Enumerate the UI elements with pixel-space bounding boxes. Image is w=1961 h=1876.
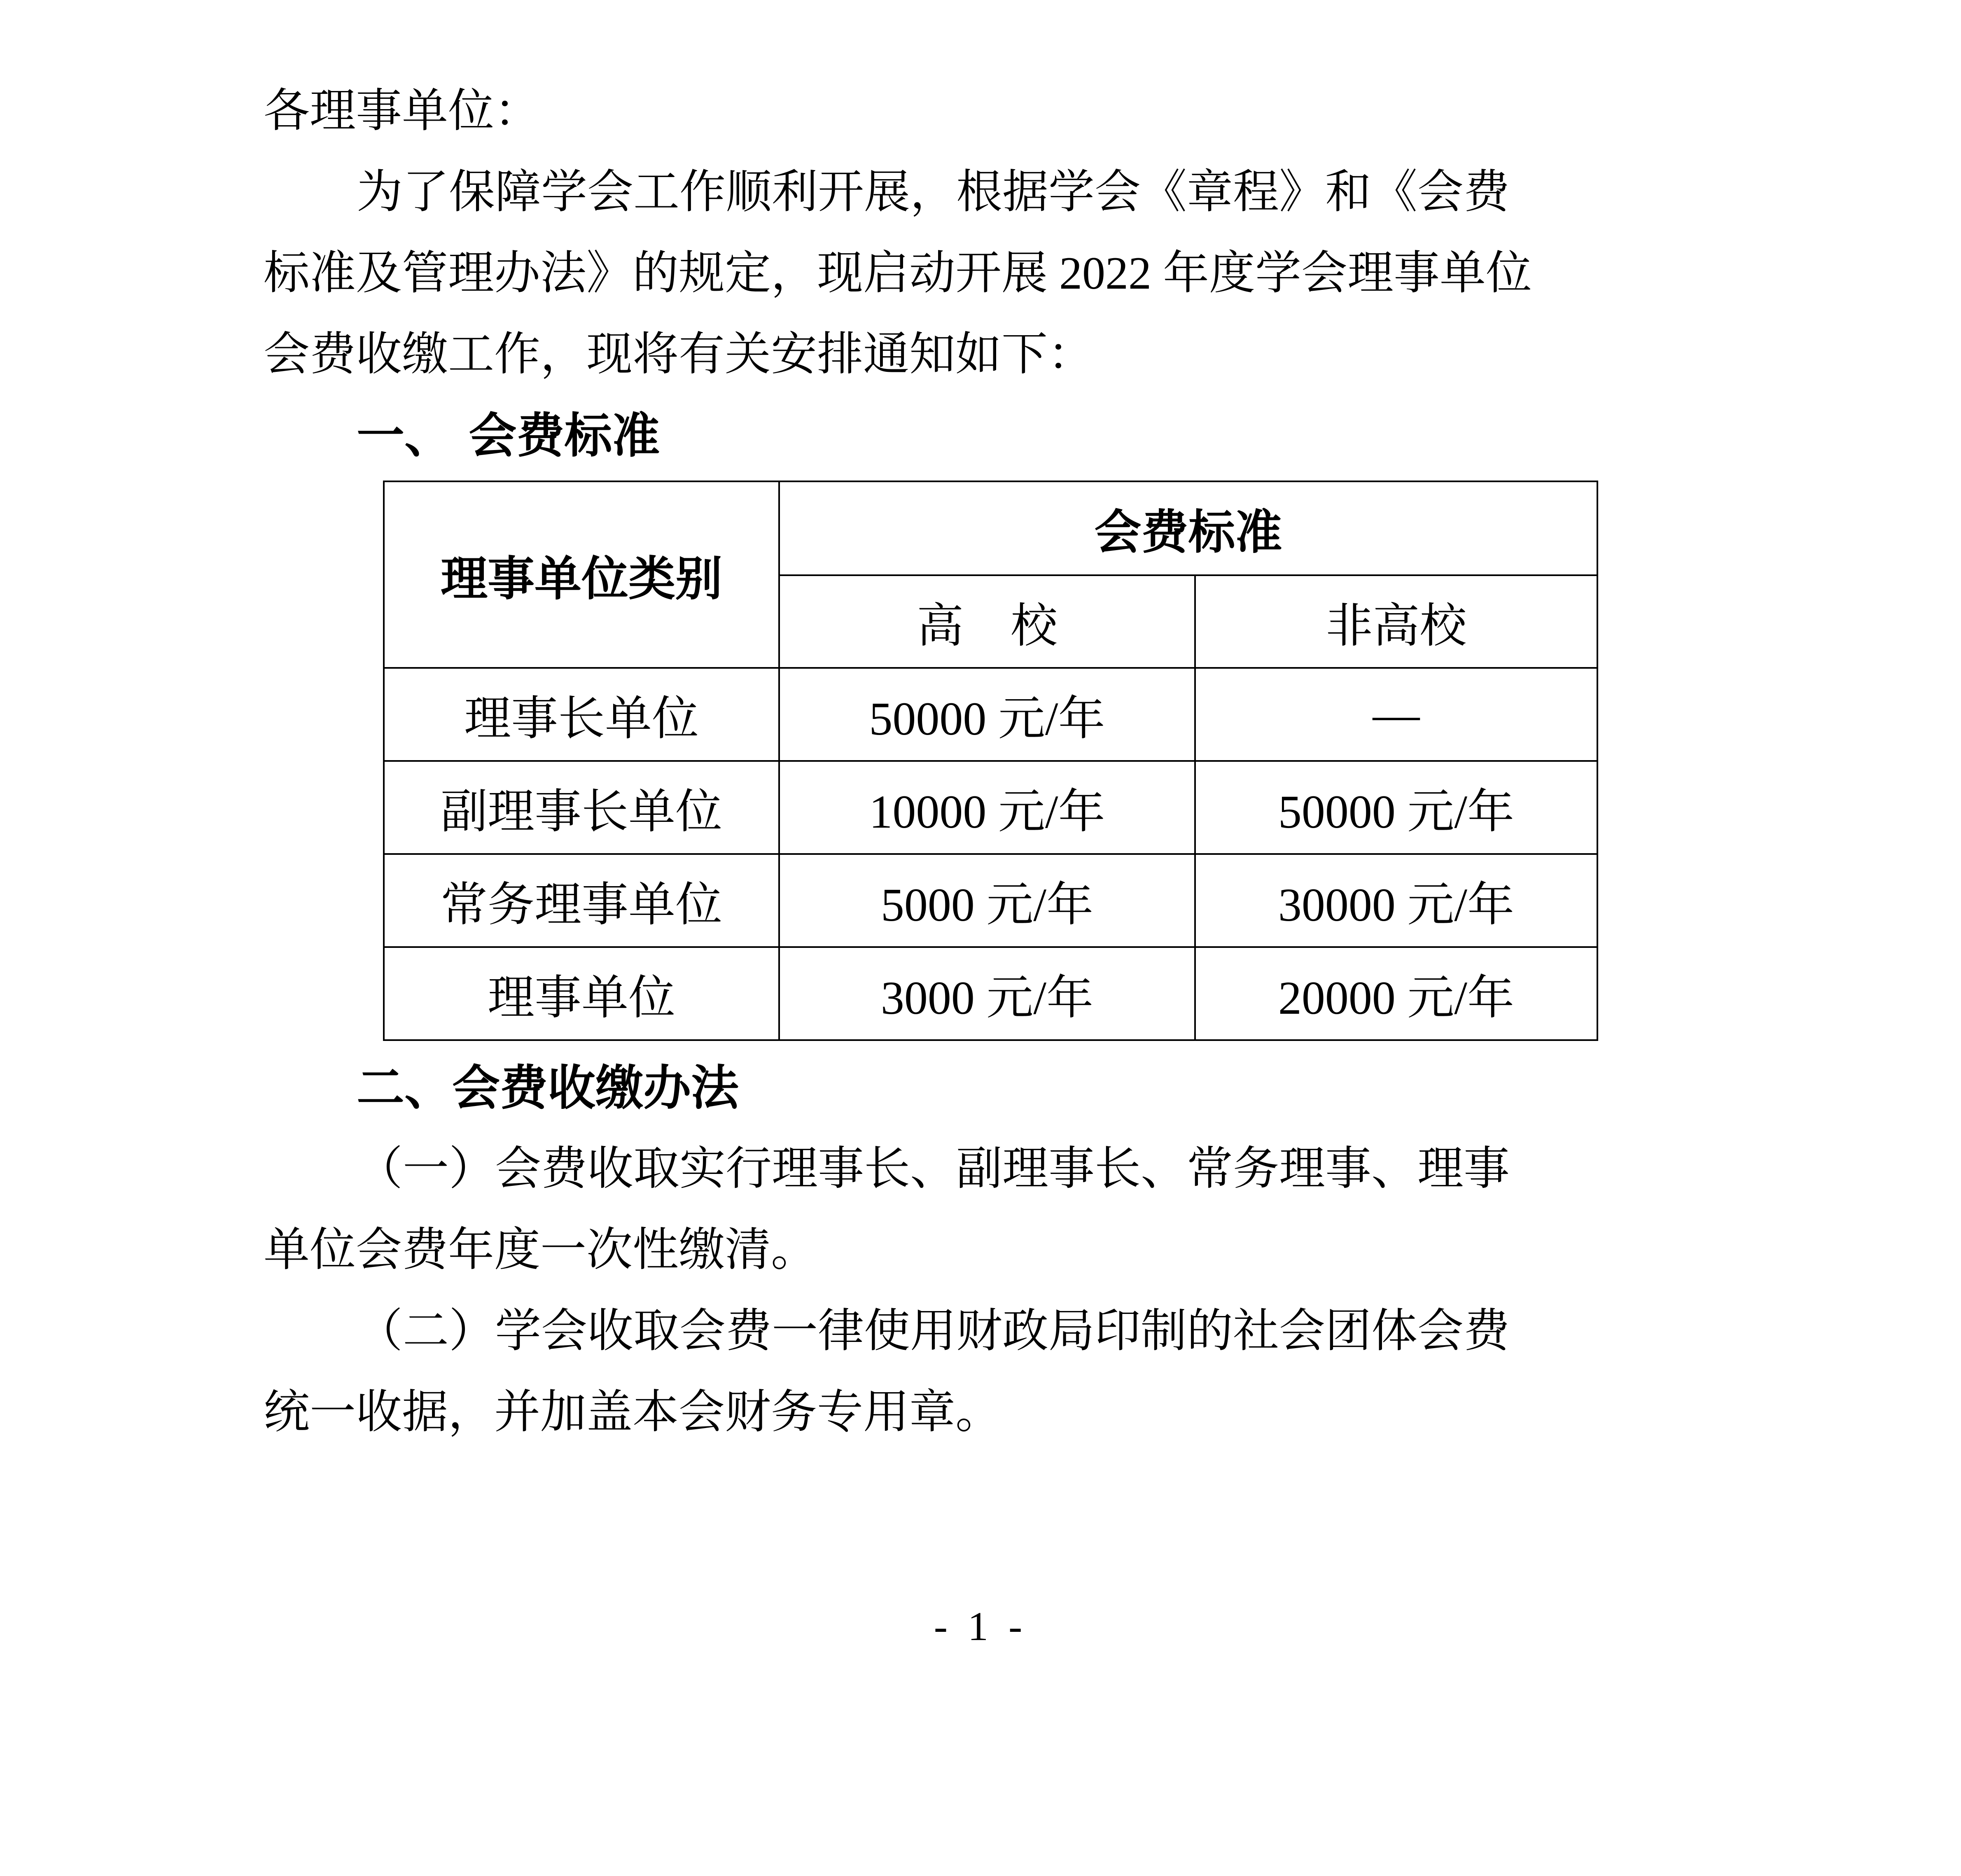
header-cell-category: 理事单位类别 [384, 481, 779, 668]
section1-heading: 一、 会费标准 [357, 408, 660, 464]
header-cell-fee-standard: 会费标准 [779, 481, 1597, 575]
cell-category: 理事长单位 [384, 668, 779, 761]
table-row [384, 854, 1597, 947]
table-header-row-1 [384, 481, 1597, 575]
para1-line-2: 单位会费年度一次性缴清。 [264, 1225, 817, 1276]
table-row [384, 761, 1597, 854]
salutation: 各理事单位： [264, 86, 540, 137]
intro-line-2: 标准及管理办法》的规定，现启动开展 2022 年度学会理事单位 [264, 248, 1532, 299]
intro-line-3: 会费收缴工作，现将有关安排通知如下： [264, 329, 1094, 380]
cell-non-university-fee: 50000 元/年 [1195, 761, 1597, 854]
intro-line-1: 为了保障学会工作顺利开展，根据学会《章程》和《会费 [357, 167, 1510, 218]
cell-university-fee: 5000 元/年 [779, 854, 1195, 947]
cell-category: 理事单位 [384, 947, 779, 1040]
cell-university-fee: 50000 元/年 [779, 668, 1195, 761]
cell-non-university-fee: — [1195, 668, 1597, 761]
para2-line-1: （二）学会收取会费一律使用财政局印制的社会团体会费 [357, 1306, 1510, 1357]
header-cell-non-university: 非高校 [1195, 575, 1597, 668]
page-number: - 1 - [934, 1603, 1027, 1649]
cell-non-university-fee: 30000 元/年 [1195, 854, 1597, 947]
para2-line-2: 统一收据，并加盖本会财务专用章。 [264, 1387, 1002, 1438]
table-row [384, 668, 1597, 761]
cell-university-fee: 3000 元/年 [779, 947, 1195, 1040]
cell-category: 常务理事单位 [384, 854, 779, 947]
table-row [384, 947, 1597, 1040]
header-cell-university: 高 校 [779, 575, 1195, 668]
cell-university-fee: 10000 元/年 [779, 761, 1195, 854]
para1-line-1: （一）会费收取实行理事长、副理事长、常务理事、理事 [357, 1143, 1510, 1195]
fee-standard-table [383, 481, 1598, 1041]
top-margin [264, 0, 1730, 71]
section2-heading: 二、会费收缴办法 [357, 1060, 739, 1116]
document-body [264, 0, 1730, 1453]
cell-category: 副理事长单位 [384, 761, 779, 854]
cell-non-university-fee: 20000 元/年 [1195, 947, 1597, 1040]
